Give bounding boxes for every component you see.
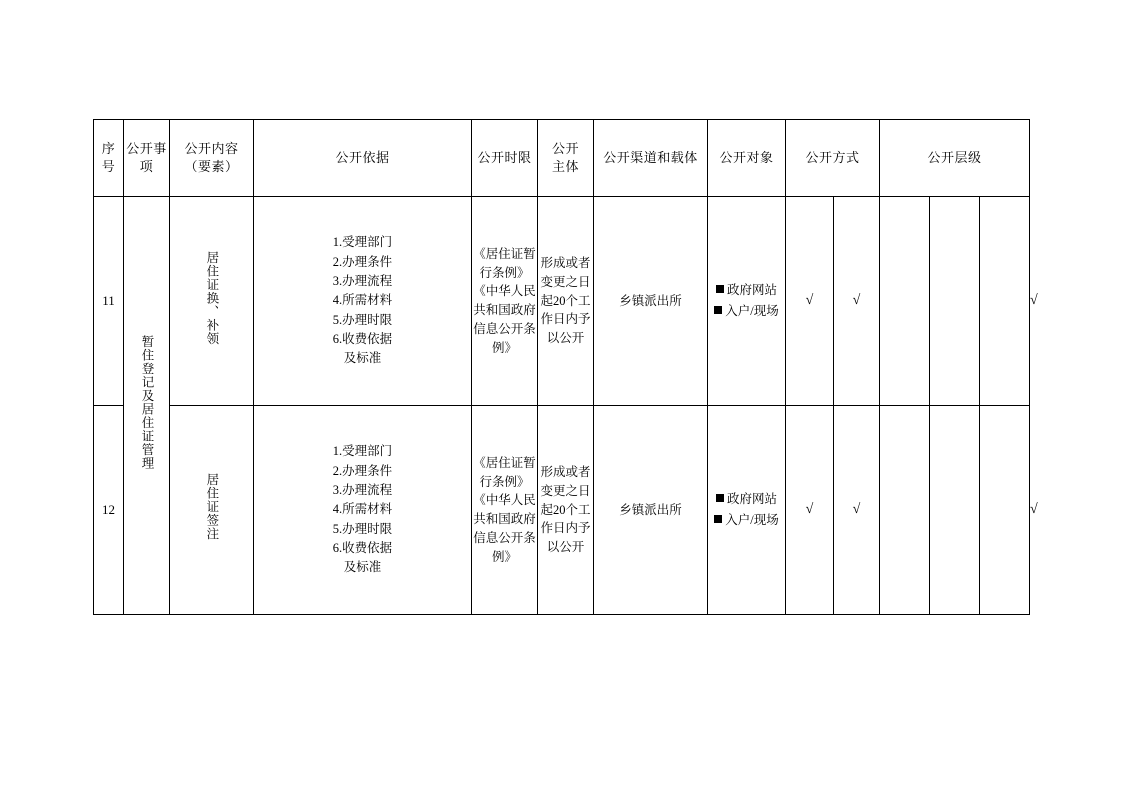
row-item-label: 居住证签注: [204, 473, 219, 541]
content-line-6: 6.收费依据: [332, 541, 393, 556]
row-sequence: 11: [94, 197, 124, 406]
channel-line-1: [708, 489, 785, 510]
row-subject: 乡镇派出所: [594, 406, 708, 615]
header-seq-line1: 序: [101, 141, 116, 157]
row-channels: [708, 406, 786, 615]
content-line-2: 2.办理条件: [332, 254, 393, 269]
row-item-label: 居住证换、补领: [204, 250, 219, 346]
channel-label-2: 入户/现场: [725, 304, 779, 318]
header-object-label: 公开对象: [719, 150, 774, 166]
row-level-check-1: [930, 406, 980, 615]
square-bullet-icon: [714, 515, 722, 523]
row-item: [170, 197, 254, 406]
header-content-line2: （要素）: [184, 159, 239, 174]
row-sequence: 12: [94, 406, 124, 615]
row-deadline: 形成或者变更之日起20个工作日内予以公开: [538, 406, 594, 615]
row-way-check-1: √: [834, 197, 880, 406]
channel-label-1: 政府网站: [726, 492, 777, 507]
content-line-3: 3.办理流程: [332, 482, 393, 497]
header-basis: [254, 120, 472, 197]
row-basis: 《居住证暂行条例》《中华人民共和国政府信息公开条例》: [472, 197, 538, 406]
content-line-1: 1.受理部门: [332, 235, 393, 250]
row-group-item: [124, 197, 170, 615]
row-group-item-label: 暂住登记及居住证管理: [140, 335, 154, 471]
header-way-label: 公开方式: [805, 150, 860, 166]
header-basis-label: 公开依据: [335, 150, 390, 166]
row-way-check-2: [880, 197, 930, 406]
channel-label-2: 入户/现场: [725, 513, 779, 527]
header-seq-line2: 号: [101, 159, 116, 174]
header-channel: [594, 120, 708, 197]
table-row: 12 居住证签注 1.受理部门 2.办理条件 3.办理流程 4.所需材料 5.办理时限 6.收费依据 及标准 《居住证暂行条例》《中华人民共和国政府信息公开条例》 形成或者变更之日起20个工作日内予以公开 乡镇派出所 政府网站 入户/现场 √ √ √: [94, 406, 1030, 615]
content-line-6: 6.收费依据: [332, 332, 393, 347]
disclosure-table: [93, 119, 1038, 615]
disclosure-table-container: [93, 119, 1038, 615]
content-line-2: 2.办理条件: [332, 463, 393, 478]
content-line-3: 3.办理流程: [332, 273, 393, 288]
row-subject: 乡镇派出所: [594, 197, 708, 406]
header-content-line1: 公开内容: [184, 141, 239, 157]
square-bullet-icon: [714, 306, 722, 314]
table-row: 11 暂住登记及居住证管理 居住证换、补领 1.受理部门 2.办理条件 3.办理流程 4.所需材料 5.办理时限 6.收费依据 及标准 《居住证暂行条例》《中华人民共和国政府信息公开条例》 形成或者变更之日起20个工作日内予以公开 乡镇派出所 政府网站 入户/现场 √ √ √: [94, 197, 1030, 406]
channel-line-2: [708, 301, 785, 322]
content-line-1: 1.受理部门: [332, 444, 393, 459]
row-content: [254, 406, 472, 615]
header-subject-line2: 主体: [551, 159, 579, 174]
header-item-label: 公开事项: [126, 141, 167, 174]
square-bullet-icon: [716, 494, 724, 502]
content-line-4: 4.所需材料: [332, 502, 393, 517]
content-line-4: 4.所需材料: [332, 293, 393, 308]
row-way-check-2: [880, 406, 930, 615]
header-seq: [94, 120, 124, 197]
channel-line-2: [708, 510, 785, 531]
square-bullet-icon: [716, 285, 724, 293]
header-level-label: 公开层级: [927, 150, 982, 166]
header-subject-line1: 公开: [551, 141, 579, 157]
content-line-7: 及标准: [343, 351, 382, 366]
content-line-7: 及标准: [343, 560, 382, 575]
header-object: [708, 120, 786, 197]
header-content: [170, 120, 254, 197]
row-way-check-1: √: [834, 406, 880, 615]
row-level-check-2: [980, 406, 1030, 615]
content-line-5: 5.办理时限: [332, 312, 393, 327]
table-header-row: [94, 120, 1030, 197]
row-content: [254, 197, 472, 406]
row-channels: [708, 197, 786, 406]
channel-label-1: 政府网站: [726, 283, 777, 298]
row-deadline: 形成或者变更之日起20个工作日内予以公开: [538, 197, 594, 406]
header-deadline-label: 公开时限: [477, 150, 532, 166]
row-item: [170, 406, 254, 615]
row-object-check: √: [786, 406, 834, 615]
header-item: [124, 120, 170, 197]
header-level: [880, 120, 1030, 197]
row-basis: 《居住证暂行条例》《中华人民共和国政府信息公开条例》: [472, 406, 538, 615]
header-channel-label: 公开渠道和载体: [603, 150, 698, 166]
header-way: [786, 120, 880, 197]
content-line-5: 5.办理时限: [332, 521, 393, 536]
channel-line-1: [708, 280, 785, 301]
header-subject: [538, 120, 594, 197]
row-level-check-2: [980, 197, 1030, 406]
row-object-check: √: [786, 197, 834, 406]
header-deadline: [472, 120, 538, 197]
row-level-check-1: [930, 197, 980, 406]
